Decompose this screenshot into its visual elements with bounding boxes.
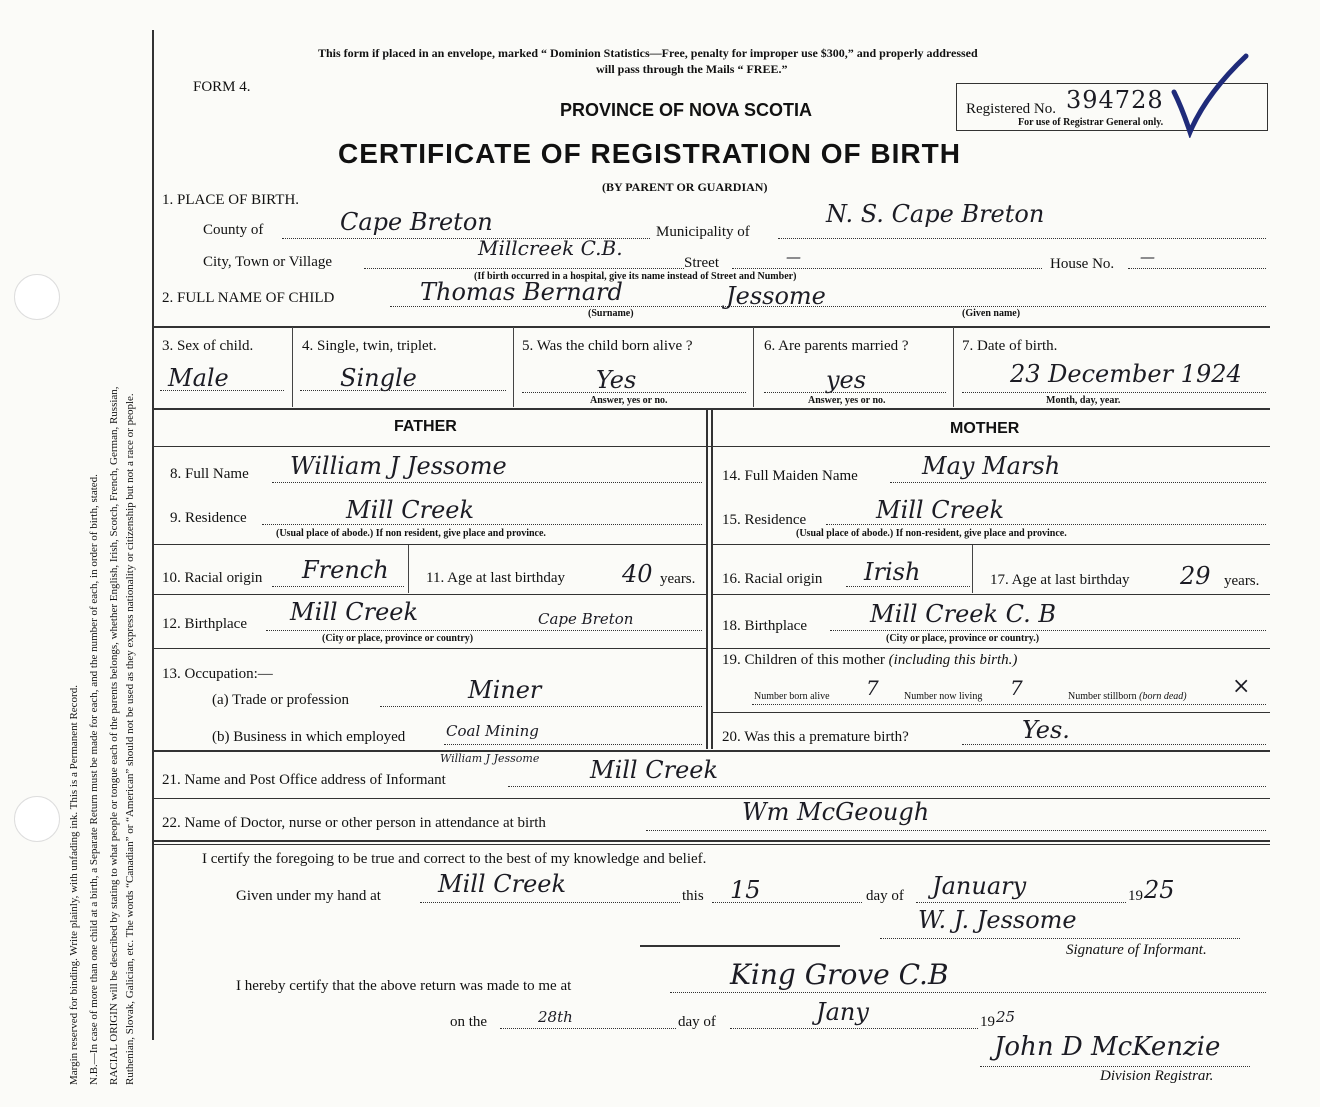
mother-residence-label: 15. Residence: [722, 512, 807, 528]
house-value: —: [1140, 248, 1155, 266]
mother-name-label: 14. Full Maiden Name: [722, 468, 858, 484]
father-birthplace-label: 12. Birthplace: [162, 616, 247, 632]
place-heading: 1. PLACE OF BIRTH.: [162, 192, 300, 208]
street-value: —: [786, 248, 801, 266]
mother-residence-note: (Usual place of abode.) If non-resident, give place and province.: [796, 528, 1067, 539]
father-name-value: William J Jessome: [290, 452, 507, 480]
married-value: yes: [826, 366, 867, 394]
registrar-signature: John D McKenzie: [994, 1032, 1221, 1062]
county-value: Cape Breton: [340, 208, 493, 236]
this-label: this: [682, 888, 704, 904]
mother-racial-value: Irish: [864, 558, 921, 586]
trade-label: (a) Trade or profession: [212, 692, 350, 708]
municipality-value: N. S. Cape Breton: [826, 200, 1045, 228]
division-registrar-label: Division Registrar.: [1100, 1068, 1214, 1084]
premature-value: Yes.: [1022, 716, 1070, 744]
day-of-label: day of: [866, 888, 904, 904]
registrar-month: Jany: [816, 998, 869, 1026]
given-place: Mill Creek: [438, 870, 567, 898]
father-age-value: 40: [622, 560, 653, 588]
born-alive-value: 7: [866, 676, 879, 700]
dob-note: Month, day, year.: [1046, 395, 1121, 406]
on-the-label: on the: [450, 1014, 488, 1030]
given-label: Given under my hand at: [236, 888, 381, 904]
mail-notice-1: This form if placed in an envelope, marked “ Dominion Statistics—Free, penalty for improper use $300,” and properly addressed: [318, 46, 978, 60]
father-birthplace-value: Mill Creek: [290, 598, 419, 626]
registered-note: For use of Registrar General only.: [1018, 117, 1164, 128]
certify-day: 15: [730, 876, 761, 904]
mail-notice-2: will pass through the Mails “ FREE.”: [596, 62, 788, 76]
informant-name: William J Jessome: [440, 752, 540, 765]
alive-note: Answer, yes or no.: [590, 395, 668, 406]
trade-value: Miner: [468, 676, 542, 704]
father-years-label: years.: [660, 571, 696, 587]
municipality-label: Municipality of: [656, 224, 750, 240]
mother-birthplace-label: 18. Birthplace: [722, 618, 807, 634]
father-racial-value: French: [302, 556, 389, 584]
dob-label: 7. Date of birth.: [962, 338, 1058, 354]
father-residence-label: 9. Residence: [170, 510, 247, 526]
married-note: Answer, yes or no.: [808, 395, 886, 406]
sex-value: Male: [168, 364, 229, 392]
certificate-title: CERTIFICATE OF REGISTRATION OF BIRTH: [338, 138, 961, 169]
mother-residence-value: Mill Creek: [876, 496, 1005, 524]
registrar-year-suffix: 25: [996, 1008, 1016, 1026]
doctor-label: 22. Name of Doctor, nurse or other person in attendance at birth: [162, 815, 546, 831]
stillborn-label: Number stillborn (born dead): [1068, 691, 1187, 702]
father-birthplace-extra: Cape Breton: [538, 610, 634, 628]
certify-statement: I certify the foregoing to be true and correct to the best of my knowledge and belief.: [202, 851, 707, 867]
province-heading: PROVINCE OF NOVA SCOTIA: [560, 100, 813, 120]
father-racial-label: 10. Racial origin: [162, 570, 263, 586]
alive-label: 5. Was the child born alive ?: [522, 338, 693, 354]
registrar-year-prefix: 19: [980, 1014, 995, 1030]
registrar-statement: I hereby certify that the above return was made to me at: [236, 978, 572, 994]
business-label: (b) Business in which employed: [212, 729, 406, 745]
now-living-label: Number now living: [904, 691, 983, 702]
father-residence-value: Mill Creek: [346, 496, 475, 524]
binding-hole-top: [14, 274, 60, 320]
born-alive-label: Number born alive: [754, 691, 830, 702]
surname-label: (Surname): [588, 308, 634, 319]
margin-note-3: RACIAL ORIGIN will be described by stating to what people or tongue each of the parents belongs, whether English, Irish, Scotch, French, German, Russian,: [108, 386, 120, 1085]
father-heading: FATHER: [394, 418, 457, 435]
street-label: Street: [684, 255, 719, 271]
now-living-value: 7: [1010, 676, 1023, 700]
sex-label: 3. Sex of child.: [162, 338, 254, 354]
mother-age-value: 29: [1180, 562, 1211, 590]
mother-age-label: 17. Age at last birthday: [990, 572, 1130, 588]
dob-value: 23 December 1924: [1010, 360, 1242, 388]
informant-label: 21. Name and Post Office address of Informant: [162, 772, 446, 788]
child-given-name: Thomas Bernard: [420, 278, 623, 306]
father-name-label: 8. Full Name: [170, 466, 249, 482]
registered-number: 394728: [1066, 86, 1164, 114]
certify-month: January: [932, 872, 1027, 900]
form-left-border: [152, 30, 154, 1040]
certify-year-prefix: 19: [1128, 888, 1143, 904]
child-name-label: 2. FULL NAME OF CHILD: [162, 290, 335, 306]
children-label: 19. Children of this mother (including this birth.): [722, 652, 1018, 668]
informant-address: Mill Creek: [590, 756, 719, 784]
registrar-day: 28th: [538, 1008, 573, 1026]
binding-hole-bottom: [14, 796, 60, 842]
margin-note-1: Margin reserved for binding. Write plainly, with unfading ink. This is a Permanent Record.: [68, 685, 80, 1085]
mother-birthplace-value: Mill Creek C. B: [870, 600, 1057, 628]
single-label: 4. Single, twin, triplet.: [302, 338, 437, 354]
father-birthplace-note: (City or place, province or country): [322, 633, 474, 644]
house-label: House No.: [1050, 256, 1115, 272]
city-value: Millcreek C.B.: [478, 236, 623, 260]
premature-label: 20. Was this a premature birth?: [722, 729, 909, 745]
margin-note-4: Ruthenian, Slovak, Galician, etc. The words “Canadian” or “American” should not be used as they express nationality or citizenship but not a race or people.: [124, 393, 136, 1085]
mother-birthplace-note: (City or place, province or country.): [886, 633, 1040, 644]
informant-signature: W. J. Jessome: [918, 906, 1077, 934]
mother-heading: MOTHER: [950, 420, 1020, 437]
margin-note-2: N.B.—In case of more than one child at a birth, a Separate Return must be made for each, and the number of each, in order of birth, stated.: [88, 474, 100, 1085]
married-label: 6. Are parents married ?: [764, 338, 909, 354]
business-value: Coal Mining: [446, 722, 539, 740]
father-occupation-label: 13. Occupation:—: [162, 666, 273, 682]
certificate-subtitle: (BY PARENT OR GUARDIAN): [602, 180, 768, 194]
father-residence-note: (Usual place of abode.) If non resident, give place and province.: [276, 528, 546, 539]
stillborn-value: ×: [1232, 674, 1251, 699]
mother-name-value: May Marsh: [922, 452, 1061, 480]
city-label: City, Town or Village: [203, 254, 333, 270]
doctor-value: Wm McGeough: [742, 798, 930, 826]
alive-value: Yes: [596, 366, 637, 394]
given-name-label: (Given name): [962, 308, 1021, 319]
signature-informant-label: Signature of Informant.: [1066, 942, 1207, 958]
mother-racial-label: 16. Racial origin: [722, 571, 823, 587]
child-surname: Jessome: [726, 282, 826, 310]
checkmark-icon: [1170, 48, 1250, 138]
hospital-note: (If birth occurred in a hospital, give its name instead of Street and Number): [474, 271, 797, 282]
registrar-day-of-label: day of: [678, 1014, 716, 1030]
county-label: County of: [203, 222, 264, 238]
registrar-place: King Grove C.B: [730, 958, 949, 991]
single-value: Single: [340, 364, 417, 392]
registered-label: Registered No.: [966, 101, 1056, 117]
father-age-label: 11. Age at last birthday: [426, 570, 565, 586]
mother-years-label: years.: [1224, 573, 1260, 589]
form-number: FORM 4.: [193, 79, 251, 95]
certify-year-suffix: 25: [1144, 876, 1175, 904]
